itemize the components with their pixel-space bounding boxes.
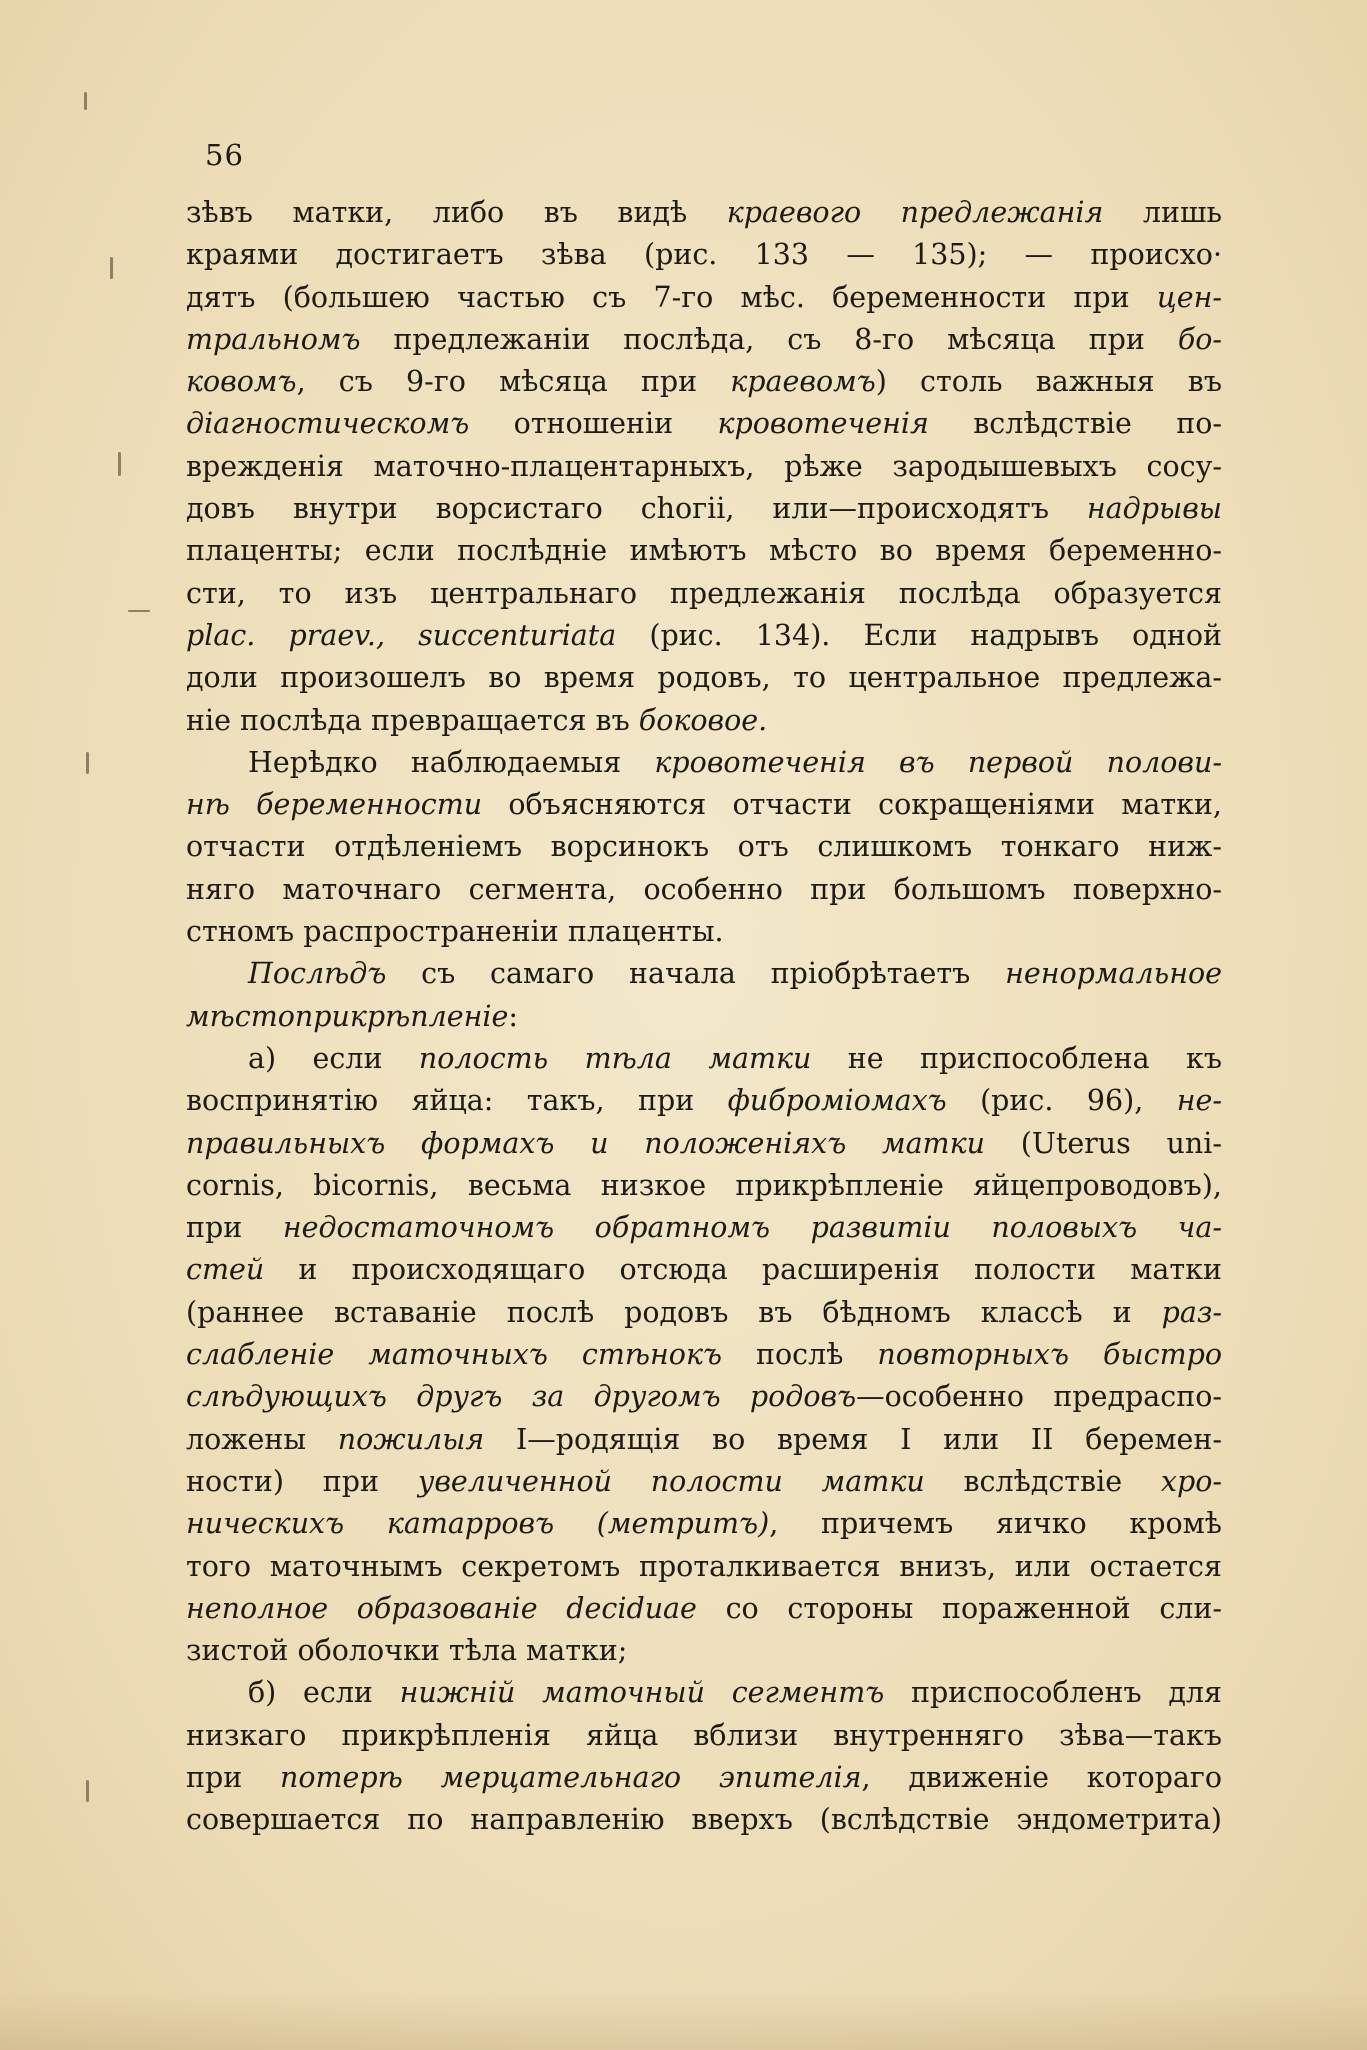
text-line: стей и происходящаго отсюда расширенія полости матки bbox=[186, 1253, 1222, 1287]
text-line: довъ внутри ворсистаго сhогіі, или—происходятъ надрывы bbox=[186, 492, 1222, 526]
text-line: слабленіе маточныхъ стѣнокъ послѣ повторныхъ быстро bbox=[186, 1338, 1223, 1372]
page-bottom-edge bbox=[0, 1990, 1367, 2050]
text-line: неполное образованіе decіduae со стороны пораженной сли- bbox=[186, 1591, 1223, 1625]
margin-speck bbox=[110, 257, 113, 279]
text-line: того маточнымъ секретомъ проталкивается внизъ, или остается bbox=[186, 1549, 1222, 1583]
text-line: ности) при увеличенной полости матки вслѣдствіе хро- bbox=[186, 1464, 1222, 1498]
margin-speck bbox=[128, 610, 150, 612]
text-line: совершается по направленію вверхъ (вслѣдствіе эндометрита) bbox=[186, 1803, 1222, 1837]
text-line: при недостаточномъ обратномъ развитіи половыхъ ча- bbox=[186, 1211, 1223, 1245]
text-line: ложены пожилыя I—родящія во время I или II беремен- bbox=[186, 1422, 1222, 1456]
margin-speck bbox=[118, 452, 121, 476]
text-line: Нерѣдко наблюдаемыя кровотеченія въ первой полови- bbox=[248, 745, 1222, 779]
text-line: (раннее вставаніе послѣ родовъ въ бѣдномъ классѣ и раз- bbox=[186, 1295, 1222, 1329]
margin-speck bbox=[86, 1780, 89, 1802]
text-line: ническихъ катарровъ (метритъ), причемъ яичко кромѣ bbox=[186, 1507, 1222, 1541]
text-line: низкаго прикрѣпленія яйца вблизи внутренняго зѣва—такъ bbox=[186, 1718, 1222, 1752]
text-line: воспринятію яйца: такъ, при фиброміомахъ (рис. 96), не- bbox=[186, 1084, 1222, 1118]
text-line: cornis, bicornis, весьма низкое прикрѣпленіе яйцепроводовъ), bbox=[186, 1168, 1222, 1202]
text-line: зѣвъ матки, либо въ видѣ краевого предлежанія лишь bbox=[186, 196, 1222, 229]
text-line: ковомъ, съ 9-го мѣсяца при краевомъ) столь важныя въ bbox=[186, 365, 1222, 399]
text-line: сти, то изъ центральнаго предлежанія послѣда образуется bbox=[186, 576, 1222, 610]
margin-speck bbox=[86, 752, 89, 774]
text-line: слѣдующихъ другъ за другомъ родовъ—особенно предраспо- bbox=[186, 1380, 1222, 1414]
text-line: врежденія маточно-плацентарныхъ, рѣже зародышевыхъ сосу- bbox=[186, 449, 1222, 483]
page-number: 56 bbox=[205, 138, 244, 172]
text-line: няго маточнаго сегмента, особенно при большомъ поверхно- bbox=[186, 872, 1222, 906]
text-line: тральномъ предлежаніи послѣда, съ 8-го мѣсяца при бо- bbox=[186, 322, 1222, 356]
text-line: ніе послѣда превращается въ боковое. bbox=[186, 703, 768, 737]
text-line: б) если нижній маточный сегментъ приспособленъ для bbox=[248, 1676, 1223, 1710]
text-line: дятъ (большею частью съ 7-го мѣс. беременности при цен- bbox=[186, 280, 1222, 314]
text-line: правильныхъ формахъ и положеніяхъ матки (Uterus uni- bbox=[186, 1126, 1223, 1160]
text-line: отчасти отдѣленіемъ ворсинокъ отъ слишкомъ тонкаго ниж- bbox=[186, 830, 1222, 864]
margin-speck bbox=[84, 92, 87, 110]
text-line: Послѣдъ съ самаго начала пріобрѣтаетъ ненормальное bbox=[248, 957, 1222, 991]
text-line: plac. praev., succenturiata (рис. 134). Если надрывъ одной bbox=[186, 618, 1222, 652]
text-line: доли произошелъ во время родовъ, то центральное предлежа- bbox=[186, 661, 1222, 695]
text-line: стномъ распространеніи плаценты. bbox=[186, 915, 724, 949]
text-line: а) если полость тѣла матки не приспособлена къ bbox=[248, 1041, 1222, 1075]
text-line: зистой оболочки тѣла матки; bbox=[186, 1634, 628, 1668]
text-line: мѣстоприкрѣпленіе: bbox=[186, 999, 519, 1033]
text-line: плаценты; если послѣдніе имѣютъ мѣсто во время беременно- bbox=[186, 534, 1222, 568]
text-line: при потерѣ мерцательнаго эпителія, движеніе котораго bbox=[186, 1760, 1223, 1794]
text-line: діагностическомъ отношеніи кровотеченія вслѣдствіе по- bbox=[186, 407, 1222, 441]
text-line: краями достигаетъ зѣва (рис. 133 — 135); — происхо· bbox=[186, 238, 1222, 272]
text-line: нѣ беременности объясняются отчасти сокращеніями матки, bbox=[186, 788, 1222, 822]
text-body bbox=[186, 192, 1222, 1842]
